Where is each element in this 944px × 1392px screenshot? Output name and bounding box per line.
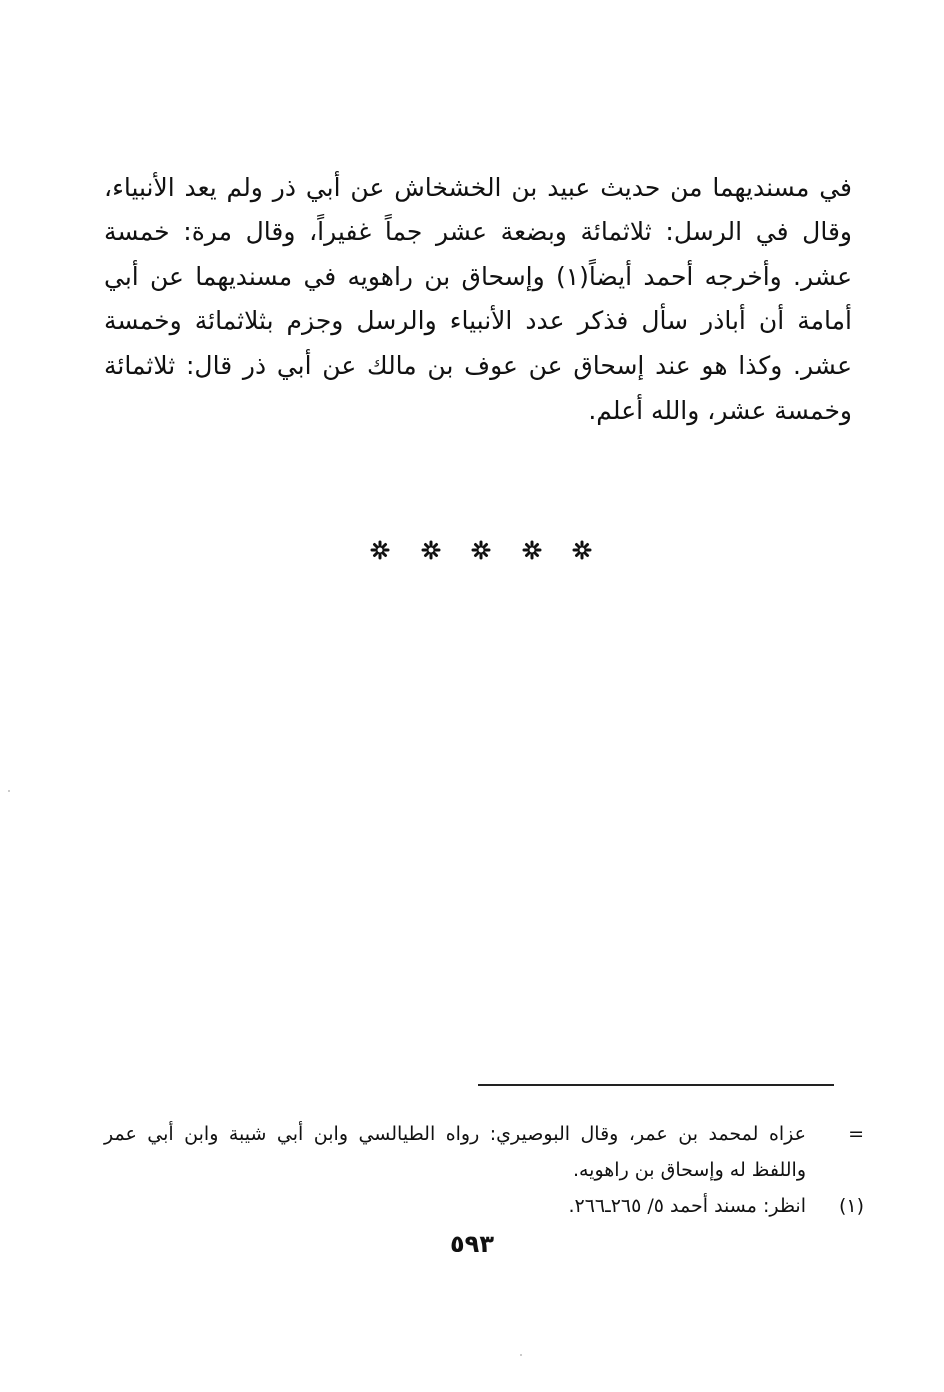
text-line-5: عشر. وكذا هو عند إسحاق عن عوف بن مالك عن أبي ذر قال: ثلاثمائة bbox=[104, 350, 852, 380]
main-text-block bbox=[104, 166, 852, 432]
footnote-number-marker: (١) bbox=[838, 1195, 864, 1217]
footnote-line bbox=[104, 1116, 864, 1152]
footnote-continuation-marker: = bbox=[848, 1123, 864, 1145]
section-separator bbox=[370, 540, 592, 560]
asterism-star-icon bbox=[572, 540, 592, 560]
footnote-text: عزاه لمحمد بن عمر، وقال البوصيري: رواه الطيالسي وابن أبي شيبة وابن أبي عمر bbox=[104, 1123, 806, 1145]
text-line-4: أمامة أن أباذر سأل فذكر عدد الأنبياء والرسل وجزم بثلاثمائة وخمسة bbox=[104, 306, 852, 336]
asterism-star-icon bbox=[522, 540, 542, 560]
footnote-divider bbox=[478, 1084, 834, 1086]
footnote-line bbox=[104, 1152, 864, 1188]
footnote-text: واللفظ له وإسحاق بن راهويه. bbox=[572, 1159, 806, 1181]
text-line-6: وخمسة عشر، والله أعلم. bbox=[588, 395, 852, 425]
page-number: ٥٩٣ bbox=[450, 1230, 494, 1258]
text-line-1: في مسنديهما من حديث عبيد بن الخشخاش عن أبي ذر ولم يعد الأنبياء، bbox=[104, 173, 852, 202]
footnotes-block bbox=[104, 1116, 864, 1224]
asterism-star-icon bbox=[370, 540, 390, 560]
footnote-text: انظر: مسند أحمد ٥/ ٢٦٥ـ٢٦٦. bbox=[568, 1195, 806, 1217]
asterism-star-icon bbox=[471, 540, 491, 560]
asterism-star-icon bbox=[421, 540, 441, 560]
footnote-line bbox=[104, 1188, 864, 1224]
text-line-2: وقال في الرسل: ثلاثمائة وبضعة عشر جماً غفيراً، وقال مرة: خمسة bbox=[104, 217, 852, 247]
text-line-3: عشر. وأخرجه أحمد أيضاً(١) وإسحاق بن راهويه في مسنديهما عن أبي bbox=[104, 261, 852, 291]
scan-speck bbox=[520, 1354, 522, 1356]
scan-speck bbox=[8, 790, 10, 792]
